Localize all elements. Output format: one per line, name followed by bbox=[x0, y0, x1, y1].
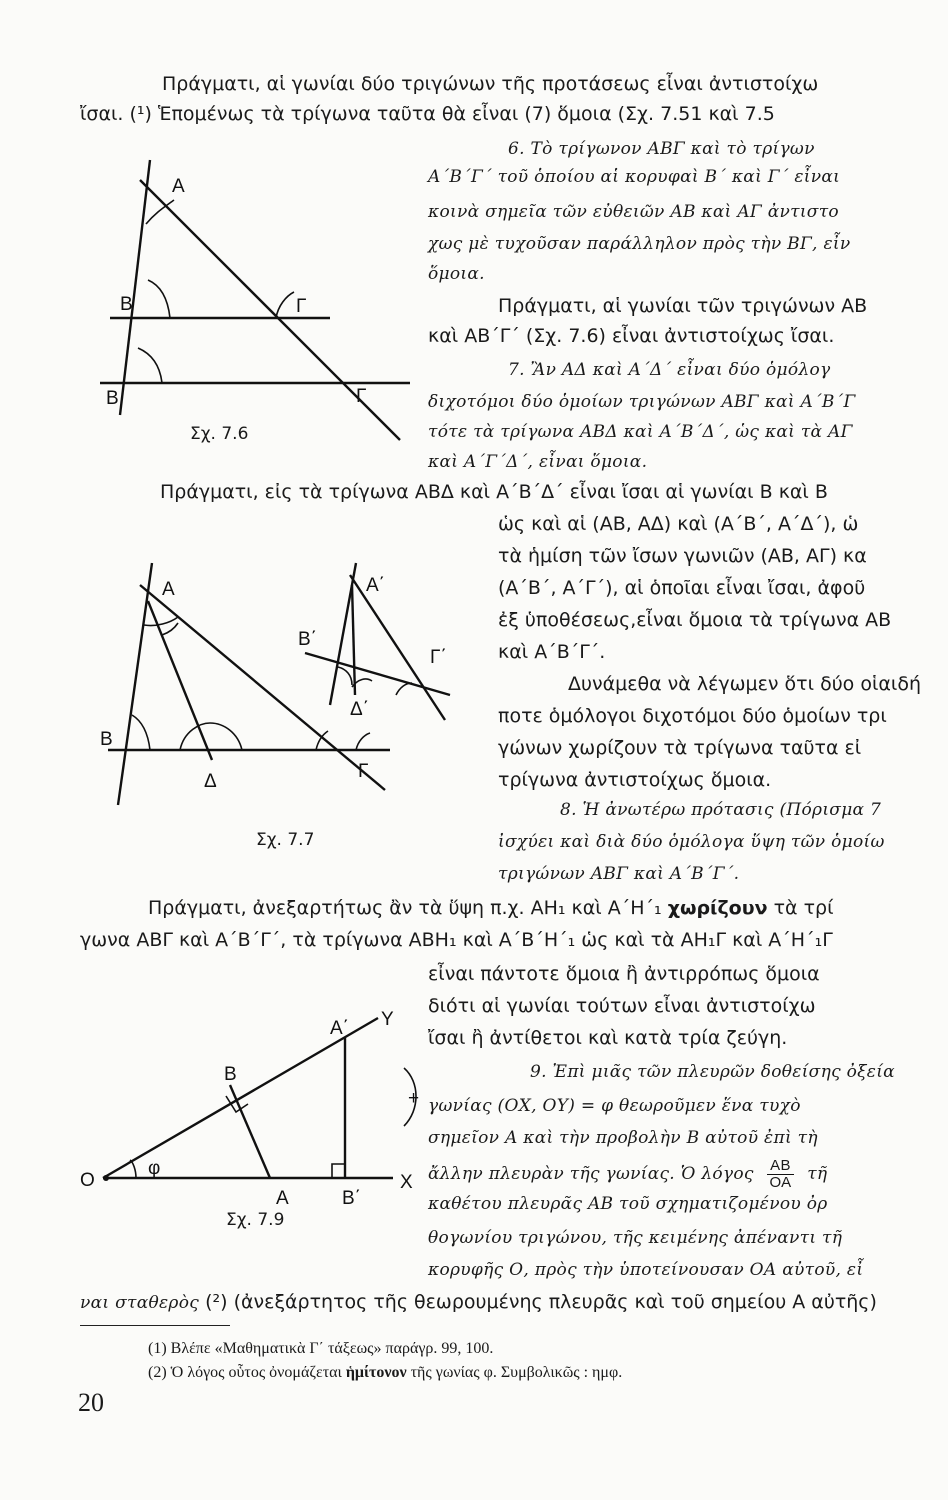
line-ag bbox=[140, 585, 385, 790]
text-line: (Α΄Β΄, Α΄Γ΄), αἱ ὁποῖαι εἶναι ἴσαι, ἀφοῦ bbox=[498, 577, 866, 599]
text-line: τρίγωνα ἀντιστοίχως ὅμοια. bbox=[498, 769, 772, 791]
figure-7-7 bbox=[100, 555, 490, 835]
text-line: σημεῖον Α καὶ τὴν προβολὴν Β αὐτοῦ ἐπὶ τὴ bbox=[428, 1128, 818, 1148]
text-line: Πράγματι, αἱ γωνίαι τῶν τριγώνων ΑΒ bbox=[498, 295, 868, 317]
ray-oy bbox=[103, 1018, 378, 1178]
angle-arc bbox=[146, 200, 174, 224]
text-line: καὶ Α΄Γ΄Δ΄, εἶναι ὅμοια. bbox=[428, 452, 648, 472]
label-g: Γ bbox=[296, 296, 307, 317]
text-line: γωνα ΑΒΓ καὶ Α΄Β΄Γ΄, τὰ τρίγωνα ΑΒΗ₁ καὶ Α΄Β΄Η΄₁ ὡς καὶ τὰ ΑΗ₁Γ καὶ Α΄Η΄₁Γ bbox=[80, 929, 833, 951]
ratio-ab-oa: $\frac{AB}{OA}$ bbox=[769, 1157, 792, 1191]
right-angle-mark bbox=[332, 1164, 345, 1178]
label-b2: Β bbox=[106, 388, 119, 409]
text-line: θογωνίου τριγώνου, τῆς κειμένης ἀπέναντι τῆ bbox=[428, 1228, 843, 1248]
page-number: 20 bbox=[78, 1388, 104, 1417]
text-line: κοινὰ σημεῖα τῶν εὐθειῶν ΑΒ καὶ ΑΓ ἀντιστο bbox=[428, 202, 839, 222]
label-g: Γ bbox=[358, 761, 369, 782]
label-b: Β bbox=[120, 294, 133, 315]
label-plus: + bbox=[408, 1088, 420, 1109]
label-o: Ο bbox=[80, 1170, 95, 1191]
label-a: Α bbox=[172, 176, 185, 197]
text-line: ὅμοια. bbox=[428, 264, 485, 284]
text-line: χως μὲ τυχοῦσαν παράλληλον πρὸς τὴν ΒΓ, εἶν bbox=[428, 234, 851, 254]
footnote-1: (1) Βλέπε «Μαθηματικὰ Γ΄ τάξεως» παράγρ. 99, 100. bbox=[148, 1340, 494, 1357]
label-a: Α bbox=[162, 579, 175, 600]
text-line: τότε τὰ τρίγωνα ΑΒΔ καὶ Α΄Β΄Δ΄, ὡς καὶ τὰ ΑΓ bbox=[428, 422, 853, 442]
figure-caption: Σχ. 7.9 bbox=[226, 1210, 285, 1230]
label-d: Δ bbox=[204, 771, 217, 792]
label-a-prime: Α΄ bbox=[366, 575, 385, 596]
footnote-rule bbox=[80, 1325, 230, 1326]
text-line: γωνίας (ΟΧ, ΟΥ) = φ θεωροῦμεν ἕνα τυχὸ bbox=[428, 1096, 801, 1116]
label-b-prime: Β΄ bbox=[342, 1188, 361, 1209]
label-x: Χ bbox=[400, 1172, 413, 1193]
text-line: ναι σταθερὸς (²) (ἀνεξάρτητος τῆς θεωρουμένης πλευρᾶς καὶ τοῦ σημείου Α αὐτῆς) bbox=[80, 1291, 877, 1313]
line-b2g2 bbox=[305, 653, 450, 695]
text-line: Πράγματι, αἱ γωνίαι δύο τριγώνων τῆς προτάσεως εἶναι ἀντιστοίχω bbox=[162, 73, 819, 95]
label-phi: φ bbox=[148, 1158, 161, 1179]
figure-caption: Σχ. 7.7 bbox=[256, 830, 315, 850]
label-g2: Γ bbox=[356, 386, 367, 407]
angle-arc bbox=[138, 348, 162, 383]
angle-arc bbox=[180, 723, 242, 750]
text-line: 7. Ἂν ΑΔ καὶ Α΄Δ΄ εἶναι δύο ὁμόλογ bbox=[508, 360, 831, 380]
text-line: ποτε ὁμόλογοι διχοτόμοι δύο ὁμοίων τρι bbox=[498, 705, 887, 727]
text-line: Α΄Β΄Γ΄ τοῦ ὁποίου αἱ κορυφαὶ Β΄ καὶ Γ΄ εἶναι bbox=[428, 167, 841, 187]
angle-arc bbox=[276, 292, 294, 318]
text-line: διότι αἱ γωνίαι τούτων εἶναι ἀντιστοίχω bbox=[428, 995, 816, 1017]
text-line: Δυνάμεθα νὰ λέγωμεν ὅτι δύο οἱαιδή bbox=[568, 673, 922, 695]
text-line: ἄλλην πλευρὰν τῆς γωνίας. Ὁ λόγος $\frac{AB}{OA}$ τῆ bbox=[428, 1157, 828, 1191]
text-line: γώνων χωρίζουν τὰ τρίγωνα ταῦτα εἰ bbox=[498, 737, 862, 759]
text-line: διχοτόμοι δύο ὁμοίων τριγώνων ΑΒΓ καὶ Α΄Β΄Γ bbox=[428, 392, 856, 412]
label-a: Α bbox=[276, 1188, 289, 1209]
text-line: ἴσαι ἢ ἀντίθετοι καὶ κατὰ τρία ζεύγη. bbox=[428, 1027, 788, 1049]
angle-arc bbox=[132, 715, 150, 750]
label-b-prime: Β΄ bbox=[298, 629, 317, 650]
text-line: 8. Ἡ ἀνωτέρω πρότασις (Πόρισμα 7 bbox=[560, 800, 882, 820]
text-line: Πράγματι, ἀνεξαρτήτως ἂν τὰ ὕψη π.χ. ΑΗ₁ καὶ Α΄Η΄₁ χωρίζουν τὰ τρί bbox=[148, 897, 834, 919]
angle-arc bbox=[338, 667, 352, 685]
label-g-prime: Γ΄ bbox=[430, 647, 447, 668]
label-b: Β bbox=[100, 729, 113, 750]
text-line: εἶναι πάντοτε ὅμοια ἢ ἀντιρρόπως ὅμοια bbox=[428, 963, 820, 985]
angle-arc bbox=[396, 683, 412, 695]
line-a2d2 bbox=[352, 585, 355, 695]
figure-7-6 bbox=[100, 140, 430, 440]
text-line: τριγώνων ΑΒΓ καὶ Α΄Β΄Γ΄. bbox=[498, 864, 740, 884]
text-line: 9. Ἐπὶ μιᾶς τῶν πλευρῶν δοθείσης ὀξεία bbox=[530, 1062, 895, 1082]
line-ab bbox=[120, 160, 150, 415]
angle-arc bbox=[148, 280, 170, 318]
text-line: καὶ Α΄Β΄Γ΄. bbox=[498, 641, 606, 663]
line-ab bbox=[118, 563, 152, 805]
text-line: καθέτου πλευρᾶς ΑΒ τοῦ σχηματιζομένου ὀρ bbox=[428, 1194, 828, 1214]
label-b: Β bbox=[224, 1064, 237, 1085]
angle-arc bbox=[144, 617, 178, 626]
text-line: Πράγματι, εἰς τὰ τρίγωνα ΑΒΔ καὶ Α΄Β΄Δ΄ εἶναι ἴσαι αἱ γωνίαι Β καὶ Β bbox=[160, 481, 828, 503]
text-line: κορυφῆς Ο, πρὸς τὴν ὑποτείνουσαν ΟΑ αὐτοῦ, εἶ bbox=[428, 1260, 864, 1280]
figure-7-9 bbox=[78, 1000, 418, 1210]
angle-arc bbox=[162, 623, 178, 635]
label-y: Υ bbox=[381, 1009, 394, 1030]
text-line: ἐξ ὑποθέσεως,εἶναι ὅμοια τὰ τρίγωνα ΑΒ bbox=[498, 609, 892, 631]
label-d-prime: Δ΄ bbox=[350, 699, 370, 720]
segment-ab bbox=[230, 1085, 270, 1178]
footnote-2: (2) Ὁ λόγος οὗτος ὀνομάζεται ἡμίτονον τῆς γωνίας φ. Συμβολικῶς : ημφ. bbox=[148, 1364, 623, 1381]
text-line: ἴσαι. (¹) Ἑπομένως τὰ τρίγωνα ταῦτα θὰ εἶναι (7) ὅμοια (Σχ. 7.51 καὶ 7.5 bbox=[80, 103, 775, 125]
label-a-prime: Α΄ bbox=[330, 1018, 349, 1039]
angle-arc bbox=[356, 733, 370, 750]
text-line: ἰσχύει καὶ διὰ δύο ὁμόλογα ὕψη τῶν ὁμοίω bbox=[498, 832, 885, 852]
text-line: τὰ ἡμίση τῶν ἴσων γωνιῶν (ΑΒ, ΑΓ) κα bbox=[498, 545, 867, 567]
figure-caption: Σχ. 7.6 bbox=[190, 424, 249, 444]
text-line: καὶ ΑΒ΄Γ΄ (Σχ. 7.6) εἶναι ἀντιστοίχως ἴσαι. bbox=[428, 325, 835, 347]
text-line: ὡς καὶ αἱ (ΑΒ, ΑΔ) καὶ (Α΄Β΄, Α΄Δ΄), ὡ bbox=[498, 513, 859, 535]
text-line: 6. Τὸ τρίγωνον ΑΒΓ καὶ τὸ τρίγων bbox=[508, 139, 815, 159]
